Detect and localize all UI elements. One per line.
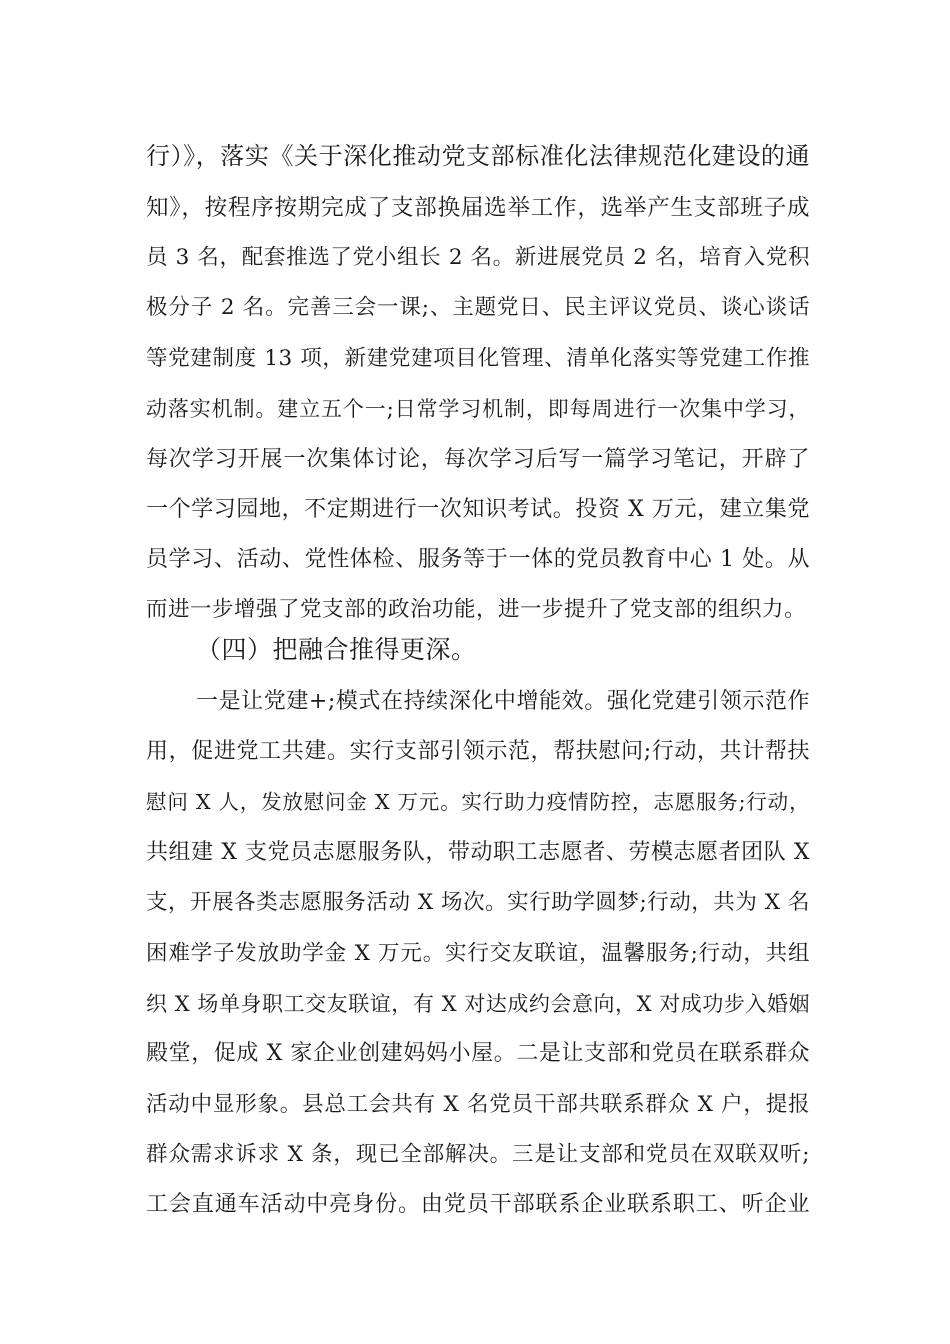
paragraph-line: 一是让党建+;模式在持续深化中增能效。强化党建引领示范作 [196,689,810,714]
paragraph-line: 群众需求诉求 X 条，现已全部解决。三是让支部和党员在双联双听; [146,1142,810,1167]
paragraph-line: 殿堂，促成 X 家企业创建妈妈小屋。二是让支部和党员在联系群众 [146,1041,810,1066]
paragraph-line: 动落实机制。建立五个一;日常学习机制，即每周进行一次集中学习， [146,397,810,421]
paragraph-line: 工会直通车活动中亮身份。由党员干部联系企业联系职工、听企业 [146,1192,810,1217]
paragraph-line: 织 X 场单身职工交友联谊，有 X 对达成约会意向，X 对成功步入婚姻 [146,992,810,1016]
paragraph-line: 员 3 名，配套推选了党小组长 2 名。新进展党员 2 名，培育入党积 [146,245,810,270]
section-heading: （四）把融合推得更深。 [196,635,477,664]
paragraph-line: 活动中显形象。县总工会共有 X 名党员干部共联系群众 X 户，提报 [146,1092,810,1117]
paragraph-line: 而进一步增强了党支部的政治功能，进一步提升了党支部的组织力。 [146,597,807,622]
paragraph-line: 行）》，落实《关于深化推动党支部标准化法律规范化建设的通 [146,142,810,170]
paragraph-line: 员学习、活动、党性体检、服务等于一体的党员教育中心 1 处。从 [146,547,810,572]
paragraph-line: 支，开展各类志愿服务活动 X 场次。实行助学圆梦;行动，共为 X 名 [146,890,810,915]
paragraph-line: 每次学习开展一次集体讨论，每次学习后写一篇学习笔记，开辟了 [146,447,810,472]
paragraph-line: 等党建制度 13 项，新建党建项目化管理、清单化落实等党建工作推 [146,346,810,371]
paragraph-line: 知》，按程序按期完成了支部换届选举工作，选举产生支部班子成 [146,195,810,221]
paragraph-line: 共组建 X 支党员志愿服务队，带动职工志愿者、劳模志愿者团队 X [146,840,810,865]
paragraph-line: 用，促进党工共建。实行支部引领示范，帮扶慰问;行动，共计帮扶 [146,739,810,764]
paragraph-line: 一个学习园地，不定期进行一次知识考试。投资 X 万元，建立集党 [146,497,810,522]
paragraph-line: 困难学子发放助学金 X 万元。实行交友联谊，温馨服务;行动，共组 [146,941,810,966]
paragraph-line: 慰问 X 人，发放慰问金 X 万元。实行助力疫情防控，志愿服务;行动， [146,790,810,814]
paragraph-line: 极分子 2 名。完善三会一课;、主题党日、民主评议党员、谈心谈话 [146,295,810,320]
